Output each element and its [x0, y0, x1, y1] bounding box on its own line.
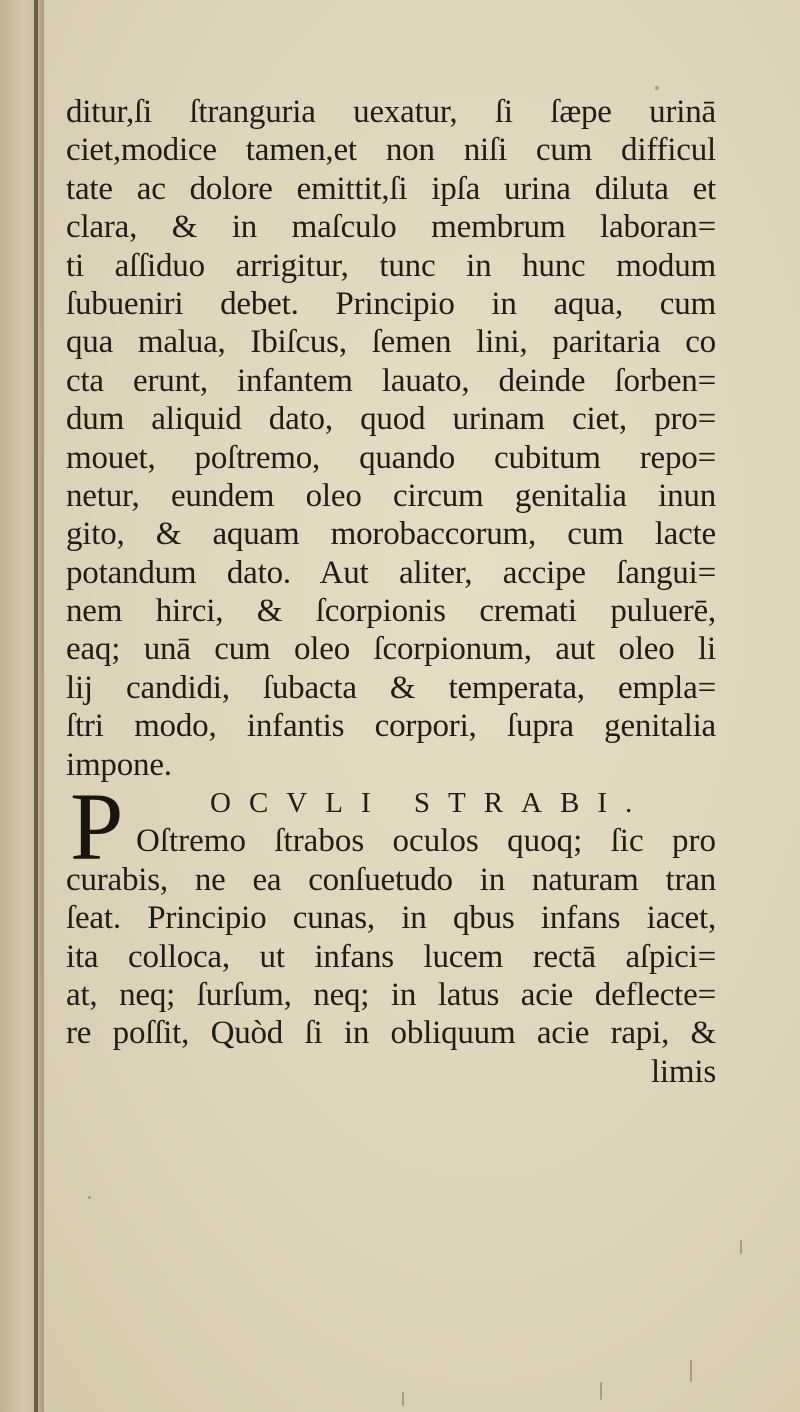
paper-speck [600, 1382, 602, 1400]
text-line: re poſſit, Quòd ſi in obliquum acie rapi, & [66, 1015, 716, 1052]
text-line: cta erunt, infantem lauato, deinde ſorben= [66, 362, 716, 399]
text-line: qua malua, Ibiſcus, ſemen lini, paritaria co [66, 324, 716, 361]
text-line: ditur,ſi ſtranguria uexatur, ſi ſæpe urinā [66, 94, 716, 130]
text-line: dum aliquid dato, quod urinam ciet, pro= [66, 401, 716, 438]
text-line: netur, eundem oleo circum genitalia inun [66, 477, 716, 514]
body-text [66, 93, 716, 1091]
text-line: mouet, poſtremo, quando cubitum repo= [66, 439, 716, 476]
text-line: clara, & in maſculo membrum laboran= [66, 209, 716, 246]
text-line: impone. [66, 746, 172, 783]
text-line: ſeat. Principio cunas, in qbus infans iacet, [66, 900, 716, 937]
text-line: nem hirci, & ſcorpionis cremati puluerē, [66, 593, 716, 630]
gutter-shadow [34, 0, 38, 1412]
drop-cap: P [70, 773, 124, 881]
text-line: ſtri modo, infantis corpori, ſupra genitalia [66, 708, 716, 745]
paper-speck [740, 1240, 742, 1254]
text-line: Oſtremo ſtrabos oculos quoq; ſic pro [136, 823, 716, 860]
text-line: gito, & aquam morobaccorum, cum lacte [66, 516, 716, 553]
paper-speck [402, 1392, 404, 1406]
text-line: tate ac dolore emittit,ſi ipſa urina diluta et [66, 170, 716, 207]
text-line: at, neq; ſurſum, neq; in latus acie deflecte= [66, 977, 716, 1013]
paper-speck [655, 86, 659, 90]
paper-speck [690, 1360, 692, 1382]
text-line: curabis, ne ea conſuetudo in naturam tran [66, 861, 716, 898]
text-line: eaq; unā cum oleo ſcorpionum, aut oleo li [66, 631, 716, 668]
catchword: limis [650, 1053, 716, 1090]
text-line: lij candidi, ſubacta & temperata, empla= [66, 669, 716, 706]
text-line: ciet,modice tamen,et non niſi cum difficul [66, 132, 716, 169]
text-line: potandum dato. Aut aliter, accipe ſangui= [66, 554, 716, 591]
paper-speck [88, 1196, 91, 1199]
text-line: ſubueniri debet. Principio in aqua, cum [66, 285, 716, 322]
text-line: ti aſſiduo arrigitur, tunc in hunc modum [66, 247, 716, 284]
text-line: ita colloca, ut infans lucem rectā aſpici= [66, 938, 716, 975]
section-heading: OCVLI STRABI. [210, 787, 651, 820]
